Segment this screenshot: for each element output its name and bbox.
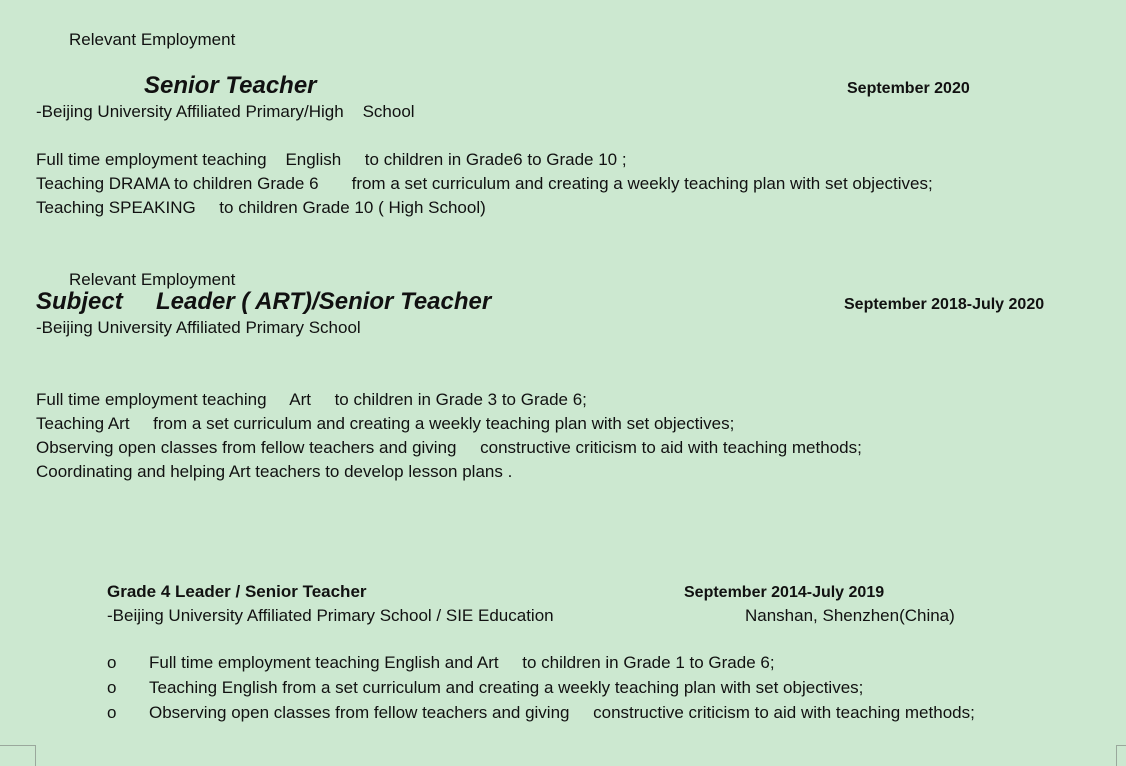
section-heading: Relevant Employment: [69, 30, 236, 49]
bullet-marker: o: [107, 703, 117, 722]
job-title: Subject Leader ( ART)/Senior Teacher: [36, 288, 492, 315]
duty-line: Full time employment teaching English to children in Grade6 to Grade 10 ;: [36, 150, 627, 169]
duty-line: Teaching DRAMA to children Grade 6 from a set curriculum and creating a weekly teaching plan with set objectives;: [36, 174, 933, 193]
duty-line: Teaching SPEAKING to children Grade 10 ( High School): [36, 198, 486, 217]
duty-line: Observing open classes from fellow teachers and giving constructive criticism to aid with teaching methods;: [36, 438, 862, 457]
section-heading: Relevant Employment: [69, 270, 236, 289]
duty-line: Full time employment teaching Art to children in Grade 3 to Grade 6;: [36, 390, 587, 409]
page-corner-mark: [0, 745, 36, 766]
job-organization: -Beijing University Affiliated Primary School: [36, 318, 361, 337]
job-organization: -Beijing University Affiliated Primary/High School: [36, 102, 415, 121]
bullet-marker: o: [107, 653, 117, 672]
bullet-item: Teaching English from a set curriculum and creating a weekly teaching plan with set objectives;: [149, 678, 864, 697]
job-date: September 2018-July 2020: [844, 296, 1045, 313]
bullet-item: Observing open classes from fellow teachers and giving constructive criticism to aid with teaching methods;: [149, 703, 975, 722]
job-date: September 2014-July 2019: [684, 584, 885, 601]
job-title: Grade 4 Leader / Senior Teacher: [107, 582, 367, 601]
bullet-item: Full time employment teaching English and Art to children in Grade 1 to Grade 6;: [149, 653, 775, 672]
duty-line: Teaching Art from a set curriculum and creating a weekly teaching plan with set objectives;: [36, 414, 735, 433]
job-date: September 2020: [847, 80, 970, 97]
job-location: Nanshan, Shenzhen(China): [745, 606, 955, 625]
job-title: Senior Teacher: [144, 72, 317, 99]
job-organization: -Beijing University Affiliated Primary School / SIE Education: [107, 606, 554, 625]
duty-line: Coordinating and helping Art teachers to develop lesson plans .: [36, 462, 513, 481]
page-corner-mark: [1116, 745, 1126, 766]
bullet-marker: o: [107, 678, 117, 697]
